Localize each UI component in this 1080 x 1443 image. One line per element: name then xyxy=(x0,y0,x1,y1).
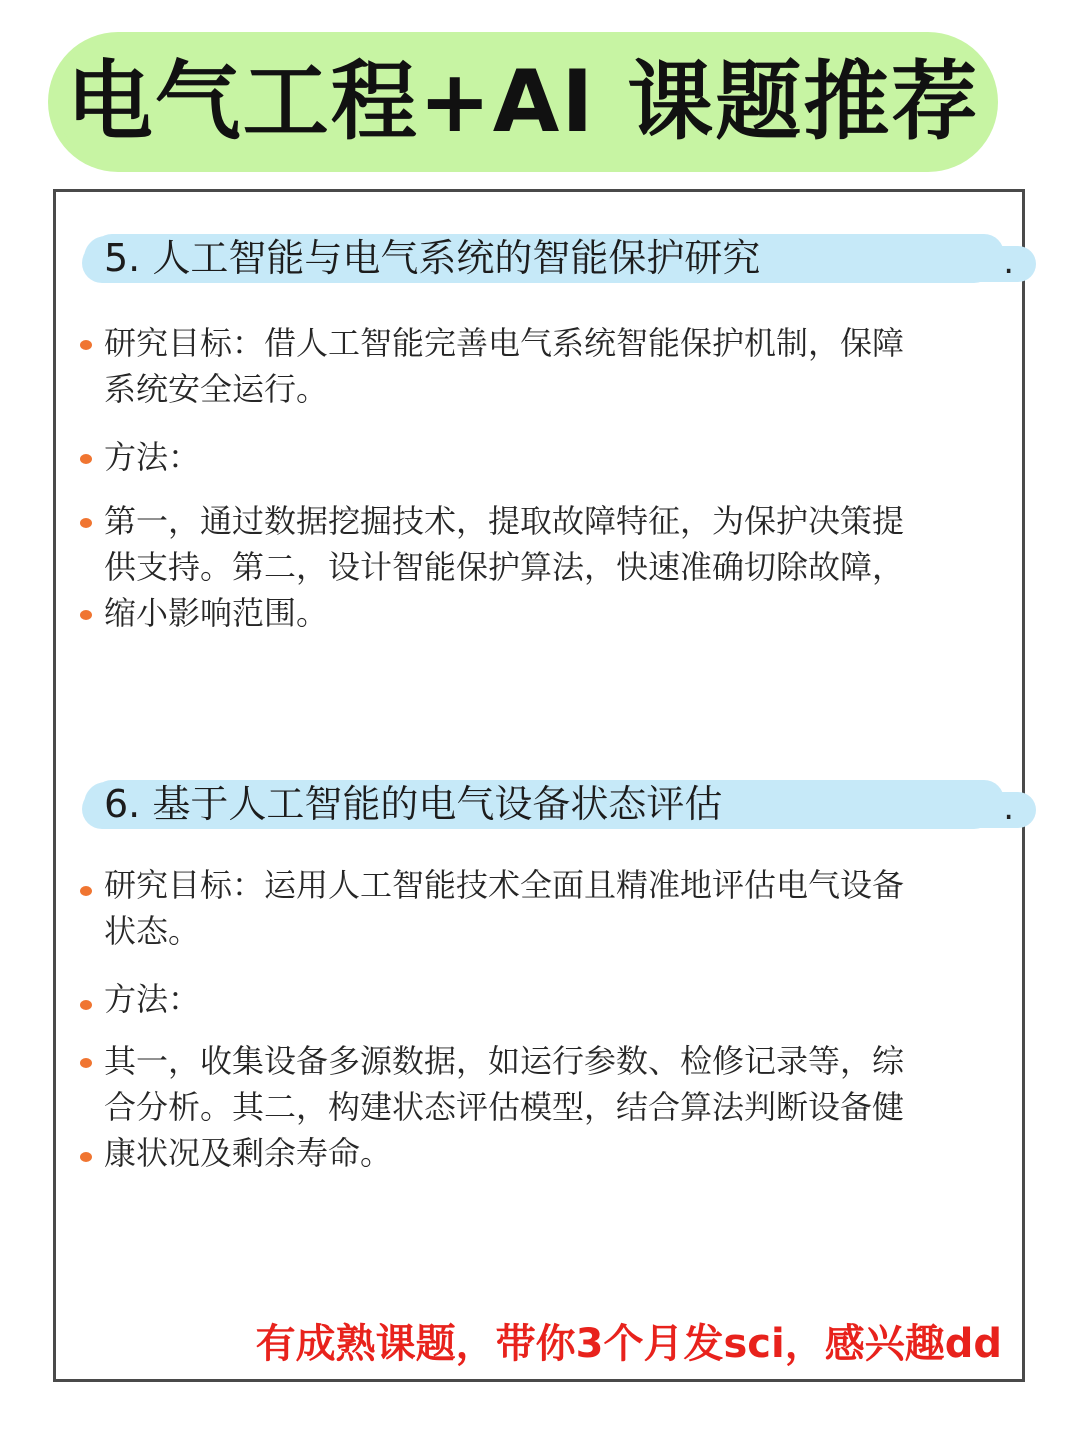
method-line: 缩小影响范围。 xyxy=(104,594,329,632)
bullet-dot xyxy=(80,1152,92,1162)
method-item xyxy=(104,1038,984,1176)
section-title: 5. 人工智能与电气系统的智能保护研究 xyxy=(104,236,761,280)
method-item xyxy=(104,498,984,636)
bullet-dot xyxy=(80,454,92,464)
bullet-dot xyxy=(80,1000,92,1010)
content-card xyxy=(53,189,1025,1382)
method-line: 第一，通过数据挖掘技术，提取故障特征，为保护决策提 xyxy=(104,502,905,540)
promo-tagline: 有成熟课题，带你3个月发sci，感兴趣dd xyxy=(255,1321,1002,1367)
method-label-item xyxy=(104,976,984,1022)
goal-item xyxy=(104,320,984,412)
section-title: 6. 基于人工智能的电气设备状态评估 xyxy=(104,782,723,826)
bullet-dot xyxy=(80,1058,92,1068)
section-heading xyxy=(84,778,1014,830)
method-line: 合分析。其二，构建状态评估模型，结合算法判断设备健 xyxy=(104,1088,905,1126)
heading-end-mark: . xyxy=(1003,242,1014,282)
goal-line: 系统安全运行。 xyxy=(104,370,329,408)
page-title: 电气工程+AI 课题推荐 xyxy=(66,52,980,152)
goal-item xyxy=(104,862,984,954)
method-line: 其一，收集设备多源数据，如运行参数、检修记录等，综 xyxy=(104,1042,905,1080)
method-label: 方法： xyxy=(104,980,201,1018)
goal-line: 研究目标：运用人工智能技术全面且精准地评估电气设备 xyxy=(104,866,905,904)
method-label: 方法： xyxy=(104,438,201,476)
goal-line: 状态。 xyxy=(104,912,201,950)
bullet-dot xyxy=(80,610,92,620)
section-heading xyxy=(84,232,1014,284)
bullet-dot xyxy=(80,340,92,350)
bullet-dot xyxy=(80,518,92,528)
method-line: 康状况及剩余寿命。 xyxy=(104,1134,393,1172)
bullet-dot xyxy=(80,886,92,896)
method-label-item xyxy=(104,434,984,480)
goal-line: 研究目标：借人工智能完善电气系统智能保护机制，保障 xyxy=(104,324,905,362)
method-line: 供支持。第二，设计智能保护算法，快速准确切除故障， xyxy=(104,548,905,586)
title-banner xyxy=(56,40,990,164)
heading-end-mark: . xyxy=(1003,788,1014,828)
